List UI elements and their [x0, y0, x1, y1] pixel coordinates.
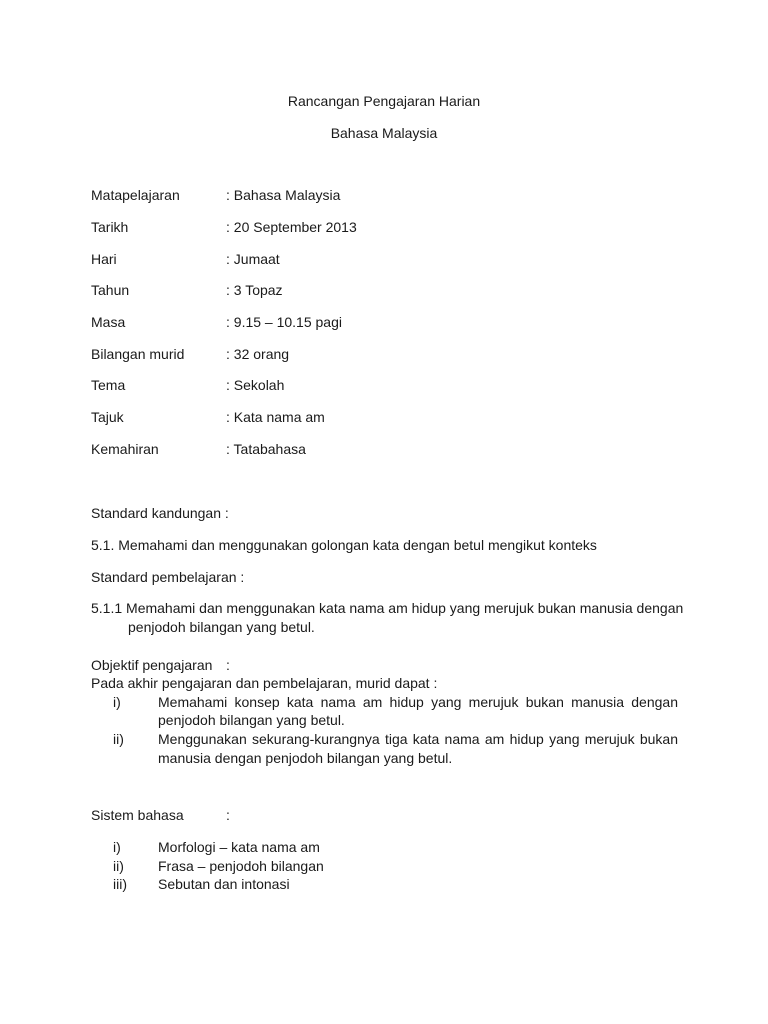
detail-value: : Tatabahasa — [226, 441, 306, 457]
detail-label: Masa — [91, 314, 126, 330]
detail-value: : 20 September 2013 — [226, 219, 357, 235]
detail-value: : 32 orang — [226, 346, 290, 362]
standard-pembelajaran-line2: penjodoh bilangan yang betul. — [128, 619, 315, 635]
detail-value: : Bahasa Malaysia — [226, 187, 341, 203]
sistem-bahasa-item: Sebutan dan intonasi — [158, 876, 290, 892]
detail-value: : Jumaat — [226, 251, 280, 267]
objektif-item-line1: Menggunakan sekurang-kurangnya tiga kata nama am hidup yang merujuk bukan — [158, 731, 678, 747]
detail-label: Tema — [91, 377, 126, 393]
detail-label: Bilangan murid — [91, 346, 185, 362]
document-subtitle: Bahasa Malaysia — [330, 125, 438, 141]
standard-pembelajaran-heading: Standard pembelajaran : — [91, 569, 245, 585]
objektif-item-line2: manusia dengan penjodoh bilangan yang betul. — [158, 750, 453, 766]
detail-row-hari — [91, 251, 691, 271]
standard-kandungan-heading: Standard kandungan : — [91, 505, 229, 521]
detail-label: Hari — [91, 251, 117, 267]
sistem-bahasa-item: Morfologi – kata nama am — [158, 839, 320, 855]
detail-row-tajuk — [91, 409, 691, 429]
objektif-item-number: ii) — [113, 731, 124, 747]
detail-value: : Sekolah — [226, 377, 285, 393]
objektif-item-line1: Memahami konsep kata nama am hidup yang merujuk bukan manusia dengan — [158, 694, 678, 710]
sistem-bahasa-item-number: iii) — [113, 876, 127, 892]
standard-kandungan-text: 5.1. Memahami dan menggunakan golongan kata dengan betul mengikut konteks — [91, 537, 597, 553]
detail-value: : 3 Topaz — [226, 282, 283, 298]
objektif-item-line2: penjodoh bilangan yang betul. — [158, 712, 345, 728]
document-title: Rancangan Pengajaran Harian — [287, 93, 481, 109]
detail-label: Matapelajaran — [91, 187, 180, 203]
objektif-item-number: i) — [113, 694, 121, 710]
detail-row-tahun — [91, 282, 691, 302]
detail-label: Tahun — [91, 282, 130, 298]
detail-label: Kemahiran — [91, 441, 159, 457]
detail-value: : 9.15 – 10.15 pagi — [226, 314, 342, 330]
detail-row-tema — [91, 377, 691, 397]
sistem-bahasa-colon: : — [226, 807, 230, 823]
detail-row-tarikh — [91, 219, 691, 239]
objektif-colon: : — [226, 657, 230, 673]
detail-row-matapelajaran — [91, 187, 691, 207]
detail-row-masa — [91, 314, 691, 334]
objektif-intro: Pada akhir pengajaran dan pembelajaran, murid dapat : — [91, 675, 438, 691]
objektif-heading: Objektif pengajaran — [91, 657, 213, 673]
sistem-bahasa-item-number: i) — [113, 839, 121, 855]
standard-pembelajaran-line1: 5.1.1 Memahami dan menggunakan kata nama am hidup yang merujuk bukan manusia dengan — [91, 600, 684, 616]
detail-value: : Kata nama am — [226, 409, 325, 425]
detail-label: Tajuk — [91, 409, 124, 425]
sistem-bahasa-item-number: ii) — [113, 858, 124, 874]
detail-row-bilangan-murid — [91, 346, 691, 366]
detail-row-kemahiran — [91, 441, 691, 461]
sistem-bahasa-heading: Sistem bahasa — [91, 807, 184, 823]
detail-label: Tarikh — [91, 219, 129, 235]
sistem-bahasa-item: Frasa – penjodoh bilangan — [158, 858, 324, 874]
